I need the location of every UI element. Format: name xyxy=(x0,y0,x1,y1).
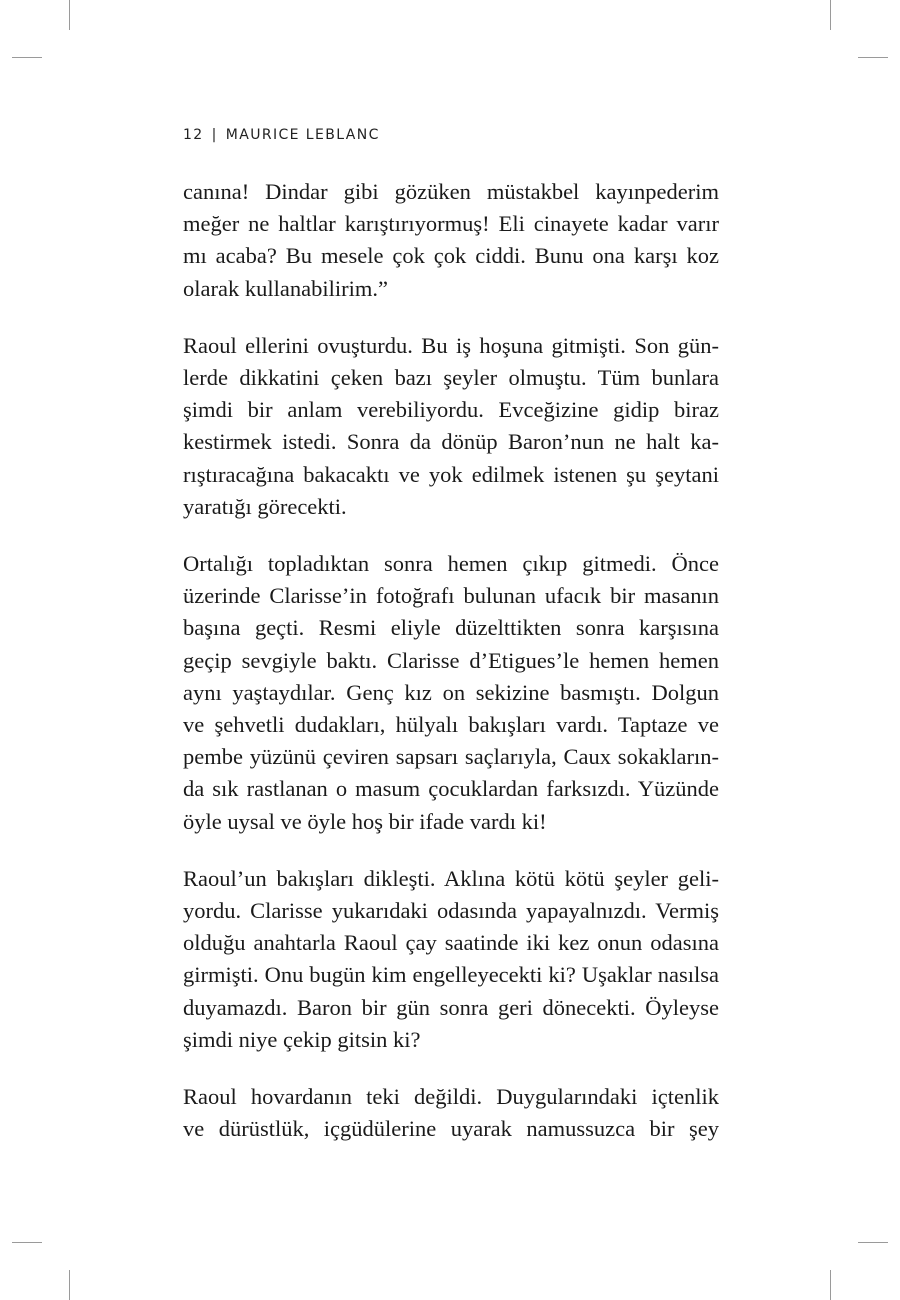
paragraph xyxy=(183,548,719,838)
text-line: başına geçti. Resmi eliyle düzelttikten sonra karşısına xyxy=(183,615,719,641)
text-line: kestirmek istedi. Sonra da dönüp Baron’nun ne halt ka- xyxy=(183,429,719,455)
running-header xyxy=(183,127,380,143)
text-line: Ortalığı topladıktan sonra hemen çıkıp gitmedi. Önce xyxy=(183,551,719,577)
text-line: yaratığı görecekti. xyxy=(183,493,347,519)
paragraph xyxy=(183,330,719,523)
paragraph xyxy=(183,863,719,1056)
text-line: canına! Dindar gibi gözüken müstakbel kayınpederim xyxy=(183,179,719,204)
header-author: MAURICE LEBLANC xyxy=(225,127,380,143)
text-line: lerde dikkatini çeken bazı şeyler olmuştu. Tüm bunlara xyxy=(183,365,719,391)
text-line: meğer ne haltlar karıştırıyormuş! Eli cinayete kadar varır xyxy=(183,211,719,237)
text-line: olduğu anahtarla Raoul çay saatinde iki kez onun odasına xyxy=(183,930,719,956)
crop-mark xyxy=(12,1242,42,1243)
text-line: pembe yüzünü çeviren sapsarı saçlarıyla, Caux sokakların- xyxy=(183,744,719,770)
text-line: duyamazdı. Baron bir gün sonra geri dönecekti. Öyleyse xyxy=(183,994,719,1020)
text-line: öyle uysal ve öyle hoş bir ifade vardı ki! xyxy=(183,808,547,834)
text-line: da sık rastlanan o masum çocuklardan farksızdı. Yüzünde xyxy=(183,776,719,802)
text-line: aynı yaştaydılar. Genç kız on sekizine basmıştı. Dolgun xyxy=(183,679,719,705)
text-line: geçip sevgiyle baktı. Clarisse d’Etigues’le hemen hemen xyxy=(183,647,719,673)
crop-mark xyxy=(12,57,42,58)
crop-mark xyxy=(830,0,831,30)
text-line: mı acaba? Bu mesele çok çok ciddi. Bunu ona karşı koz xyxy=(183,243,719,269)
text-line: Raoul ellerini ovuşturdu. Bu iş hoşuna gitmişti. Son gün- xyxy=(183,332,719,358)
text-line: üzerinde Clarisse’in fotoğrafı bulunan ufacık bir masanın xyxy=(183,583,719,609)
text-line: şimdi bir anlam verebiliyordu. Evceğizine gidip biraz xyxy=(183,397,719,423)
crop-mark xyxy=(69,1270,70,1300)
text-line: girmişti. Onu bugün kim engelleyecekti ki? Uşaklar nasılsa xyxy=(183,962,719,988)
text-line: şimdi niye çekip gitsin ki? xyxy=(183,1026,421,1052)
text-line: Raoul hovardanın teki değildi. Duygularındaki içtenlik xyxy=(183,1084,719,1110)
header-separator: | xyxy=(211,127,218,143)
text-line: Raoul’un bakışları dikleşti. Aklına kötü kötü şeyler geli- xyxy=(183,865,719,891)
text-line: rıştıracağına bakacaktı ve yok edilmek istenen şu şeytani xyxy=(183,461,719,487)
paragraph xyxy=(183,1081,719,1145)
crop-mark xyxy=(830,1270,831,1300)
page-number: 12 xyxy=(183,127,204,143)
text-line: yordu. Clarisse yukarıdaki odasında yapayalnızdı. Vermiş xyxy=(183,898,719,924)
crop-mark xyxy=(858,57,888,58)
text-line: ve şehvetli dudakları, hülyalı bakışları vardı. Taptaze ve xyxy=(183,712,719,738)
crop-mark xyxy=(858,1242,888,1243)
body-text xyxy=(183,176,719,1170)
text-line: ve dürüstlük, içgüdülerine uyarak namussuzca bir şey xyxy=(183,1116,719,1142)
paragraph xyxy=(183,176,719,305)
crop-mark xyxy=(69,0,70,30)
text-line: olarak kullanabilirim.” xyxy=(183,275,388,301)
